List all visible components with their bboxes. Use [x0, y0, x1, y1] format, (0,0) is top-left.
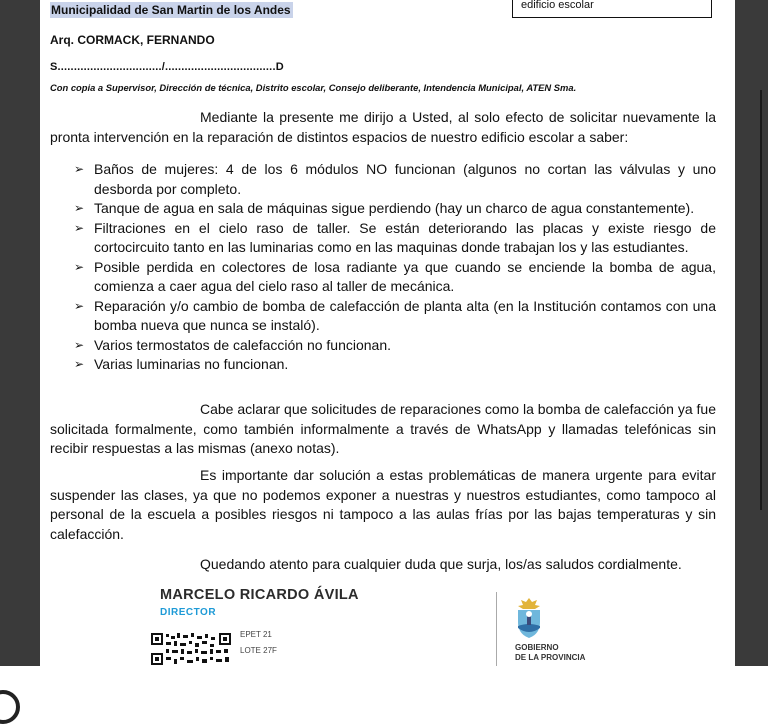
- qr-code-icon: [150, 632, 232, 666]
- government-caption: GOBIERNO: [515, 643, 559, 652]
- bullet-arrow-icon: ➢: [74, 337, 85, 352]
- list-item-text: Tanque de agua en sala de máquinas sigue perdiendo (hay un charco de agua constantemente).: [94, 200, 695, 216]
- sd-line: S................................/..................................D: [50, 61, 284, 73]
- viewer-bottom-area: [0, 666, 768, 701]
- bullet-arrow-icon: ➢: [74, 259, 85, 274]
- list-item-text: Posible perdida en colectores de losa radiante ya que cuando se enciende la bomba de agua, comienza a caer agua del cielo raso al taller de mecánica.: [94, 258, 716, 294]
- province-caption: DE LA PROVINCIA: [515, 653, 586, 662]
- reference-box: edificio escolar: [512, 0, 712, 18]
- list-item: [60, 219, 716, 258]
- list-item: [60, 355, 716, 375]
- list-item: [60, 336, 716, 356]
- issue-list: [60, 160, 716, 375]
- bullet-arrow-icon: ➢: [74, 162, 85, 176]
- list-item-text: Varios termostatos de calefacción no funcionan.: [94, 336, 392, 353]
- clarification-paragraph: Cabe aclarar que solicitudes de reparaciones como la bomba de calefacción ya fue solicitada formalmente, como también informalmente a través de WhatsApp y llamadas telefónicas sin recibir respuestas a las mismas (anexo notas).: [50, 401, 716, 456]
- list-item: [60, 258, 716, 297]
- list-item: [60, 199, 716, 219]
- signatory-name: MARCELO RICARDO ÁVILA: [160, 587, 359, 603]
- viewer-scrollbar[interactable]: [760, 90, 762, 510]
- municipality-heading: Municipalidad de San Martin de los Andes: [51, 3, 291, 17]
- province-shield-icon: [512, 596, 546, 640]
- bullet-arrow-icon: ➢: [74, 201, 85, 215]
- recipient-name: Arq. CORMACK, FERNANDO: [50, 33, 215, 47]
- bullet-arrow-icon: ➢: [74, 220, 85, 235]
- intro-paragraph: Mediante la presente me dirijo a Usted, al solo efecto de solicitar nuevamente la pronta intervención en la reparación de distintos espacios de nuestro edificio escolar a saber:: [50, 109, 716, 145]
- qr-caption-school: EPET 21: [240, 630, 272, 639]
- urgency-paragraph: Es importante dar solución a estas problemáticas de manera urgente para evitar suspender las clases, ya que no podemos exponer a nuestras y nuestros estudiantes, como tampoco al personal de la escuela a posibles riesgos ni tampoco a las aulas frías por las bajas temperaturas y sin calefacción.: [50, 467, 716, 542]
- qr-caption-lot: LOTE 27F: [240, 646, 277, 655]
- list-item: [60, 160, 716, 199]
- bullet-arrow-icon: ➢: [74, 357, 85, 371]
- list-item-text: Varias luminarias no funcionan.: [94, 356, 289, 372]
- list-item-text: Filtraciones en el cielo raso de taller. Se están deteriorando las placas y existe riesgo de cortocircuito tanto en las luminarias como en las maquinas donde trabajan los y las estudiantes.: [94, 219, 716, 255]
- signatory-role: DIRECTOR: [160, 607, 217, 618]
- list-item-text: Reparación y/o cambio de bomba de calefacción de planta alta (en la Institución contamos con una bomba nueva que nunca se instaló).: [94, 297, 716, 333]
- list-item: [60, 297, 716, 336]
- signature-divider: [496, 592, 497, 666]
- bullet-arrow-icon: ➢: [74, 298, 85, 313]
- document-page: [40, 0, 735, 666]
- copy-recipients: Con copia a Supervisor, Dirección de técnica, Distrito escolar, Consejo deliberante, Intendencia Municipal, ATEN Sma.: [50, 82, 577, 93]
- list-item-text: Baños de mujeres: 4 de los 6 módulos NO funcionan (algunos no cortan las válvulas y uno desborda por completo.: [94, 161, 716, 197]
- closing-line: Quedando atento para cualquier duda que surja, los/as saludos cordialmente.: [200, 556, 682, 572]
